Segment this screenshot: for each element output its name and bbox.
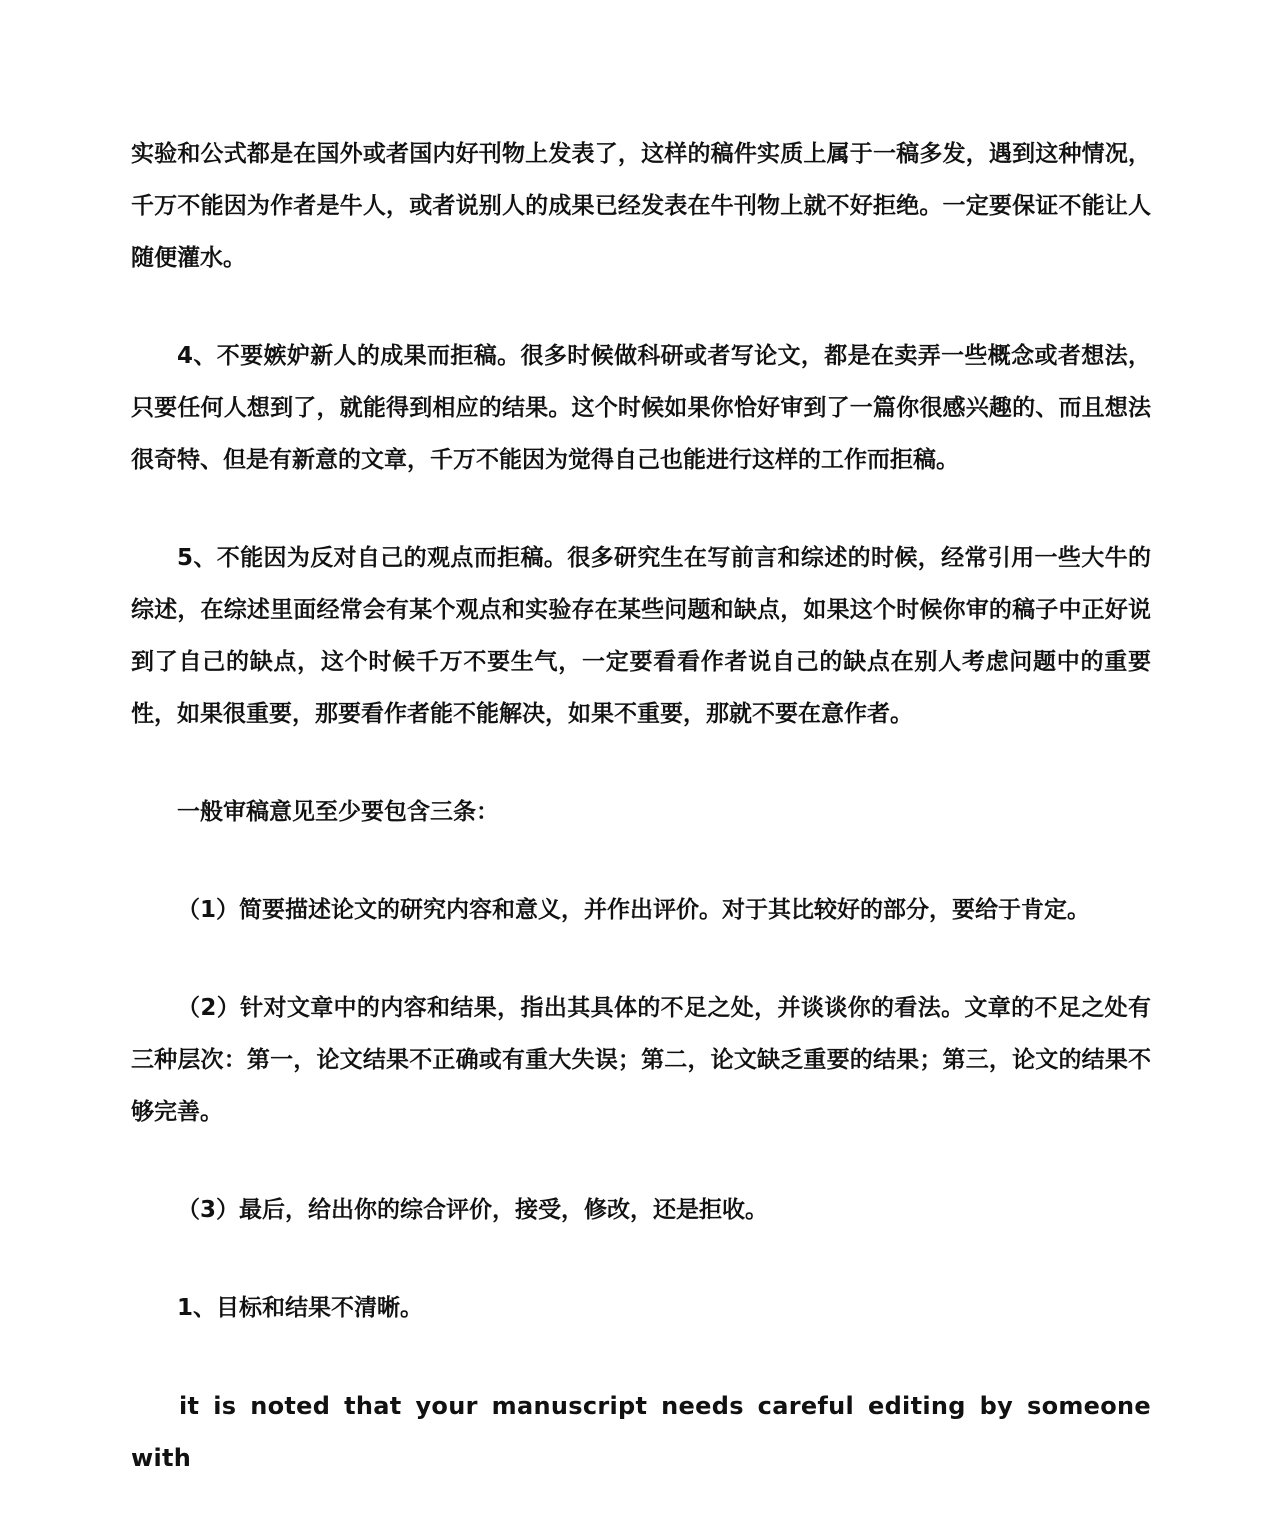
- paragraph-english-comment: it is noted that your manuscript needs careful editing by someone with: [131, 1392, 1151, 1472]
- paragraph-point-5: 5、不能因为反对自己的观点而拒稿。很多研究生在写前言和综述的时候，经常引用一些大牛的综述，在综述里面经常会有某个观点和实验存在某些问题和缺点，如果这个时候你审的稿子中正好说到了自己的缺点，这个时候千万不要生气，一定要看看作者说自己的缺点在别人考虑问题中的重要性，如果很重要，那要看作者能不能解决，如果不重要，那就不要在意作者。: [131, 545, 1151, 727]
- paragraph-point-4: 4、不要嫉妒新人的成果而拒稿。很多时候做科研或者写论文，都是在卖弄一些概念或者想法，只要任何人想到了，就能得到相应的结果。这个时候如果你恰好审到了一篇你很感兴趣的、而且想法很奇特、但是有新意的文章，千万不能因为觉得自己也能进行这样的工作而拒稿。: [131, 343, 1151, 473]
- paragraph-requirement-3: （3）最后，给出你的综合评价，接受，修改，还是拒收。: [177, 1197, 769, 1223]
- document-body: [131, 128, 1151, 1530]
- paragraph-requirement-1: （1）简要描述论文的研究内容和意义，并作出评价。对于其比较好的部分，要给于肯定。: [177, 897, 1091, 923]
- paragraph-review-requirements-heading: 一般审稿意见至少要包含三条：: [177, 799, 499, 825]
- paragraph-requirement-2: （2）针对文章中的内容和结果，指出其具体的不足之处，并谈谈你的看法。文章的不足之处有三种层次：第一，论文结果不正确或有重大失误；第二，论文缺乏重要的结果；第三，论文的结果不够完善。: [131, 995, 1151, 1125]
- paragraph-duplicate-publication: 实验和公式都是在国外或者国内好刊物上发表了，这样的稿件实质上属于一稿多发，遇到这种情况，千万不能因为作者是牛人，或者说别人的成果已经发表在牛刊物上就不好拒绝。一定要保证不能让人随便灌水。: [131, 141, 1151, 271]
- paragraph-issue-1-heading: 1、目标和结果不清晰。: [177, 1295, 424, 1321]
